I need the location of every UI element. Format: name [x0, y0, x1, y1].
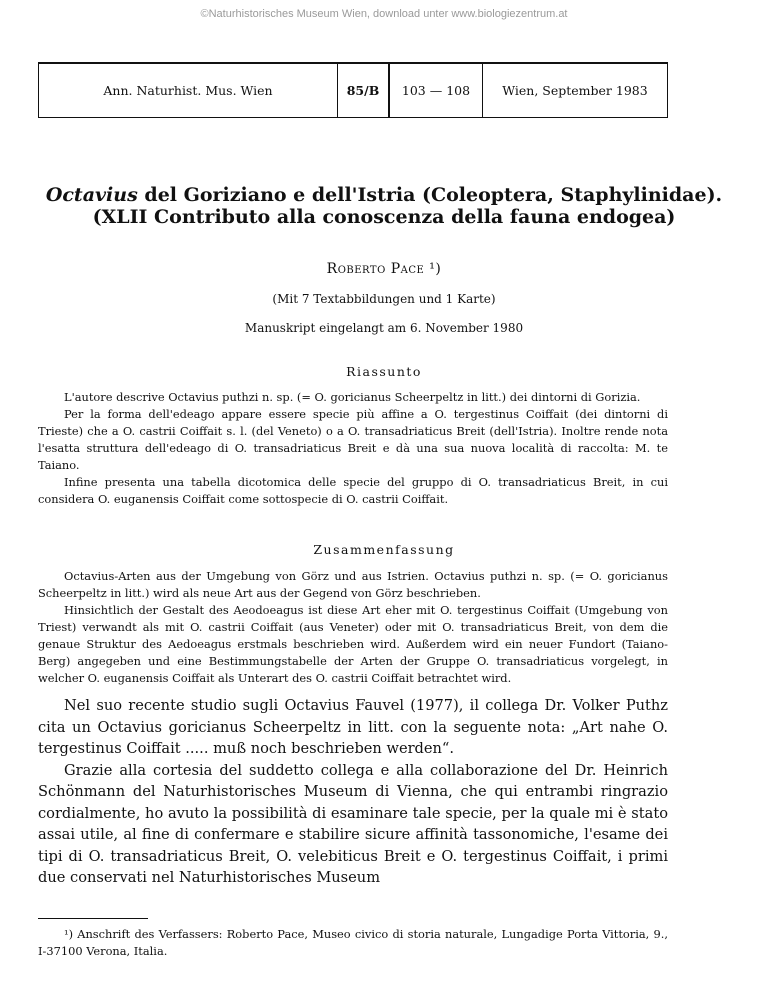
body-p1: Nel suo recente studio sugli Octavius Fauvel (1977), il collega Dr. Volker Puthz cita un Octavius goricianus Scheerpeltz in litt. con la seguente nota: „Art nahe O. tergestinus Coiffait ..... muß noch beschrieben werden“. — [38, 697, 668, 757]
title-line2: (XLII Contributo alla conoscenza della fauna endogea) — [92, 206, 676, 228]
zusammenfassung-heading: Zusammenfassung — [313, 542, 455, 557]
figures-note: (Mit 7 Textabbildungen und 1 Karte) — [272, 292, 496, 306]
riassunto-heading: Riassunto — [346, 364, 422, 379]
zusammenfassung-text — [38, 568, 668, 687]
journal-name: Ann. Naturhist. Mus. Wien — [39, 64, 338, 117]
riassunto-p2: Per la forma dell'edeago appare essere specie più affine a O. tergestinus Coiffait (dei dintorni di Trieste) che a O. castrii Coiffait s. l. (del Veneto) o a O. transadriaticus Breit (dell'Istria). Inoltre rende nota l'esatta struttura dell'edeago di O. transadriaticus Breit e dà una sua nuova località di raccolta: M. te Taiano. — [38, 407, 668, 472]
body-text — [38, 695, 668, 889]
journal-place-date: Wien, September 1983 — [502, 83, 648, 98]
author-footnote-mark: ¹) — [424, 261, 442, 277]
article-title — [0, 184, 768, 228]
watermark: ©Naturhistorisches Museum Wien, download unter www.biologiezentrum.at — [200, 8, 568, 20]
received-note: Manuskript eingelangt am 6. November 1980 — [244, 321, 524, 335]
author-name: Roberto Pace — [326, 261, 425, 277]
title-genus: Octavius — [45, 184, 138, 206]
riassunto-text — [38, 389, 668, 508]
title-line1: del Goriziano e dell'Istria (Coleoptera, Staphylinidae). — [137, 184, 723, 206]
zusammenfassung-p2: Hinsichtlich der Gestalt des Aeodoeagus ist diese Art eher mit O. tergestinus Coiffait (Umgebung von Triest) verwandt als mit O. castrii Coiffait (aus Veneter) oder mit O. transadriaticus Breit, von dem die genaue Struktur des Aedoeagus erstmals beschrieben wird. Außerdem wird ein neuer Fundort (Taiano-Berg) angegeben und eine Bestimmungstabelle der Arten der Gruppe O. transadriaticus vorgelegt, in welcher O. euganensis Coiffait als Unterart des O. castrii Coiffait betrachtet wird. — [38, 603, 668, 685]
footnote — [38, 926, 668, 960]
footnote-mark: ¹) — [64, 927, 74, 941]
zusammenfassung-p1: Octavius-Arten aus der Umgebung von Görz und aus Istrien. Octavius puthzi n. sp. (= O. goricianus Scheerpeltz in litt.) wird als neue Art aus der Gegend von Görz beschrieben. — [38, 569, 668, 600]
journal-header — [38, 62, 668, 118]
author — [0, 261, 768, 277]
footnote-rule — [38, 918, 148, 919]
body-p2: Grazie alla cortesia del suddetto collega e alla collaborazione del Dr. Heinrich Schönmann del Naturhistorisches Museum di Vienna, che qui entrambi ringrazio cordialmente, ho avuto la possibilità di esaminare tale specie, per la quale mi è stato assai utile, al fine di confermare e stabilire sicure affinità tassonomiche, l'esame dei tipi di O. transadriaticus Breit, O. velebiticus Breit e O. tergestinus Coiffait, i primi due conservati nel Naturhistorisches Museum — [38, 761, 668, 886]
footnote-text: Anschrift des Verfassers: Roberto Pace, Museo civico di storia naturale, Lungadige Porta Vittoria, 9., I-37100 Verona, Italia. — [38, 927, 668, 958]
riassunto-p1: L'autore descrive Octavius puthzi n. sp. (= O. goricianus Scheerpeltz in litt.) dei dintorni di Gorizia. — [64, 390, 641, 404]
journal-pages: 103 — 108 — [390, 64, 483, 117]
journal-volume: 85/B — [338, 64, 390, 117]
riassunto-p3: Infine presenta una tabella dicotomica delle specie del gruppo di O. transadriaticus Breit, in cui considera O. euganensis Coiffait come sottospecie di O. castrii Coiffait. — [38, 475, 668, 506]
